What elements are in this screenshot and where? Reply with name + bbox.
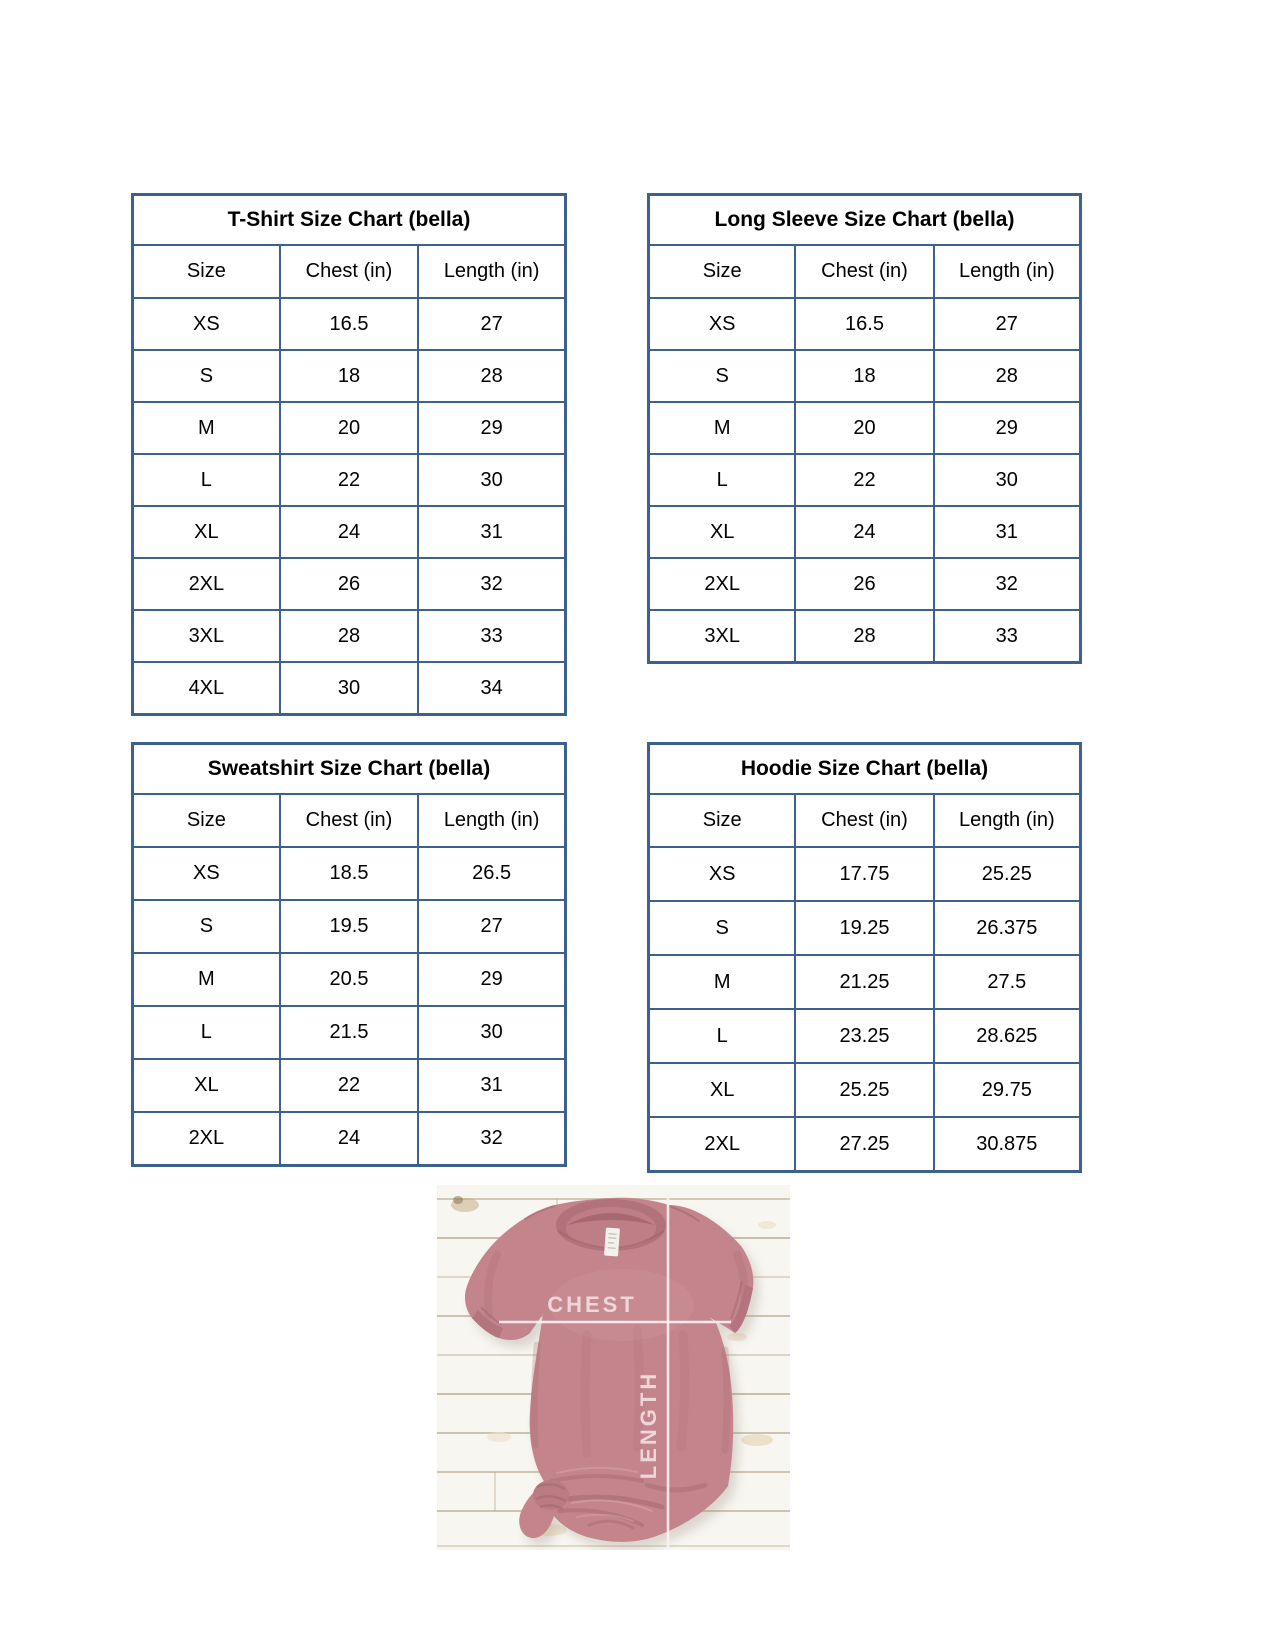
table-cell: 28.625 [934,1009,1081,1063]
table-title-row [649,195,1081,246]
table-row [133,847,566,900]
table-title: Long Sleeve Size Chart (bella) [649,195,1081,246]
table-cell: XL [649,506,796,558]
table-cell: 17.75 [795,847,933,901]
shirt-photo-graphic [437,1185,790,1550]
table-row [649,506,1081,558]
table-row [133,298,566,350]
table-cell: 22 [280,1059,419,1112]
table-row [133,506,566,558]
table-row [649,558,1081,610]
table-cell: 2XL [649,558,796,610]
table-cell: XL [649,1063,796,1117]
table-cell: 24 [795,506,933,558]
table-cell: 23.25 [795,1009,933,1063]
table-cell: S [649,350,796,402]
table-cell: 26.5 [418,847,565,900]
table-cell: M [649,402,796,454]
table-row [133,1059,566,1112]
table-cell: 20 [280,402,419,454]
table-cell: 26 [795,558,933,610]
table-cell: 33 [418,610,565,662]
table-cell: 2XL [649,1117,796,1172]
table-row [649,298,1081,350]
table-cell: XS [133,847,280,900]
table-cell: 32 [418,558,565,610]
column-header-size: Size [133,794,280,847]
column-header-size: Size [649,794,796,847]
table-row [649,1117,1081,1172]
table-title: Sweatshirt Size Chart (bella) [133,744,566,795]
table-cell: 24 [280,506,419,558]
table-cell: 16.5 [795,298,933,350]
table-title-row [133,744,566,795]
table-cell: M [133,402,280,454]
table-cell: M [133,953,280,1006]
table-cell: 28 [934,350,1081,402]
table-cell: 21.5 [280,1006,419,1059]
table-cell: 27 [934,298,1081,350]
column-header-size: Size [133,245,280,298]
table-row [133,1112,566,1166]
table-row [649,454,1081,506]
table-cell: 30.875 [934,1117,1081,1172]
neck-tag [604,1228,620,1257]
table-row [649,1063,1081,1117]
chest-label: CHEST [547,1292,637,1317]
table-cell: XL [133,1059,280,1112]
table-cell: 31 [418,1059,565,1112]
column-header-chest: Chest (in) [280,245,419,298]
table-cell: 4XL [133,662,280,715]
table-cell: L [649,1009,796,1063]
table-header-row [133,794,566,847]
table-cell: XL [133,506,280,558]
table-row [133,610,566,662]
table-cell: L [133,1006,280,1059]
table-cell: 27.25 [795,1117,933,1172]
table-title: T-Shirt Size Chart (bella) [133,195,566,246]
table-cell: L [649,454,796,506]
table-cell: 28 [280,610,419,662]
column-header-chest: Chest (in) [795,794,933,847]
length-label: LENGTH [636,1370,661,1480]
table-row [649,901,1081,955]
column-header-length: Length (in) [934,245,1081,298]
table-cell: 31 [934,506,1081,558]
table-cell: 19.25 [795,901,933,955]
table-cell: S [133,350,280,402]
table-cell: 20.5 [280,953,419,1006]
table-cell: 30 [934,454,1081,506]
table-cell: XS [649,847,796,901]
table-header-row [649,245,1081,298]
table-cell: 26.375 [934,901,1081,955]
table-cell: 27 [418,298,565,350]
table-cell: 18 [280,350,419,402]
table-cell: 18 [795,350,933,402]
table-cell: 28 [418,350,565,402]
table-cell: S [133,900,280,953]
table-row [133,558,566,610]
table-cell: 20 [795,402,933,454]
table-cell: 18.5 [280,847,419,900]
table-cell: 30 [418,1006,565,1059]
table-title-row [649,744,1081,795]
table-cell: 32 [418,1112,565,1166]
table-cell: 34 [418,662,565,715]
table-cell: 2XL [133,1112,280,1166]
table-cell: S [649,901,796,955]
table-row [133,402,566,454]
table-header-row [133,245,566,298]
column-header-chest: Chest (in) [795,245,933,298]
column-header-size: Size [649,245,796,298]
table-cell: 29.75 [934,1063,1081,1117]
table-row [649,1009,1081,1063]
table-cell: 32 [934,558,1081,610]
table-cell: XS [133,298,280,350]
sweatshirt-size-table [131,742,567,1167]
table-cell: 21.25 [795,955,933,1009]
table-cell: 3XL [133,610,280,662]
tshirt-size-table [131,193,567,716]
column-header-length: Length (in) [418,245,565,298]
column-header-chest: Chest (in) [280,794,419,847]
table-cell: 2XL [133,558,280,610]
table-row [649,955,1081,1009]
table-cell: M [649,955,796,1009]
table-cell: 16.5 [280,298,419,350]
table-cell: 22 [795,454,933,506]
table-row [133,1006,566,1059]
table-row [649,402,1081,454]
table-cell: 29 [418,953,565,1006]
table-cell: 33 [934,610,1081,663]
table-cell: 29 [934,402,1081,454]
table-cell: 26 [280,558,419,610]
table-cell: 31 [418,506,565,558]
table-title-row [133,195,566,246]
column-header-length: Length (in) [934,794,1081,847]
table-row [649,847,1081,901]
table-cell: 19.5 [280,900,419,953]
table-cell: 25.25 [795,1063,933,1117]
hoodie-size-table [647,742,1082,1173]
shirt-measurement-photo [437,1185,790,1550]
table-row [649,610,1081,663]
table-cell: 3XL [649,610,796,663]
table-row [133,454,566,506]
table-row [133,953,566,1006]
table-row [133,662,566,715]
table-cell: 30 [280,662,419,715]
column-header-length: Length (in) [418,794,565,847]
table-title: Hoodie Size Chart (bella) [649,744,1081,795]
table-cell: XS [649,298,796,350]
table-cell: 24 [280,1112,419,1166]
table-header-row [649,794,1081,847]
table-row [133,350,566,402]
table-cell: 29 [418,402,565,454]
table-cell: 28 [795,610,933,663]
table-cell: 27.5 [934,955,1081,1009]
table-cell: 22 [280,454,419,506]
table-cell: L [133,454,280,506]
table-cell: 27 [418,900,565,953]
table-cell: 25.25 [934,847,1081,901]
table-row [133,900,566,953]
table-row [649,350,1081,402]
long-sleeve-size-table [647,193,1082,664]
table-cell: 30 [418,454,565,506]
